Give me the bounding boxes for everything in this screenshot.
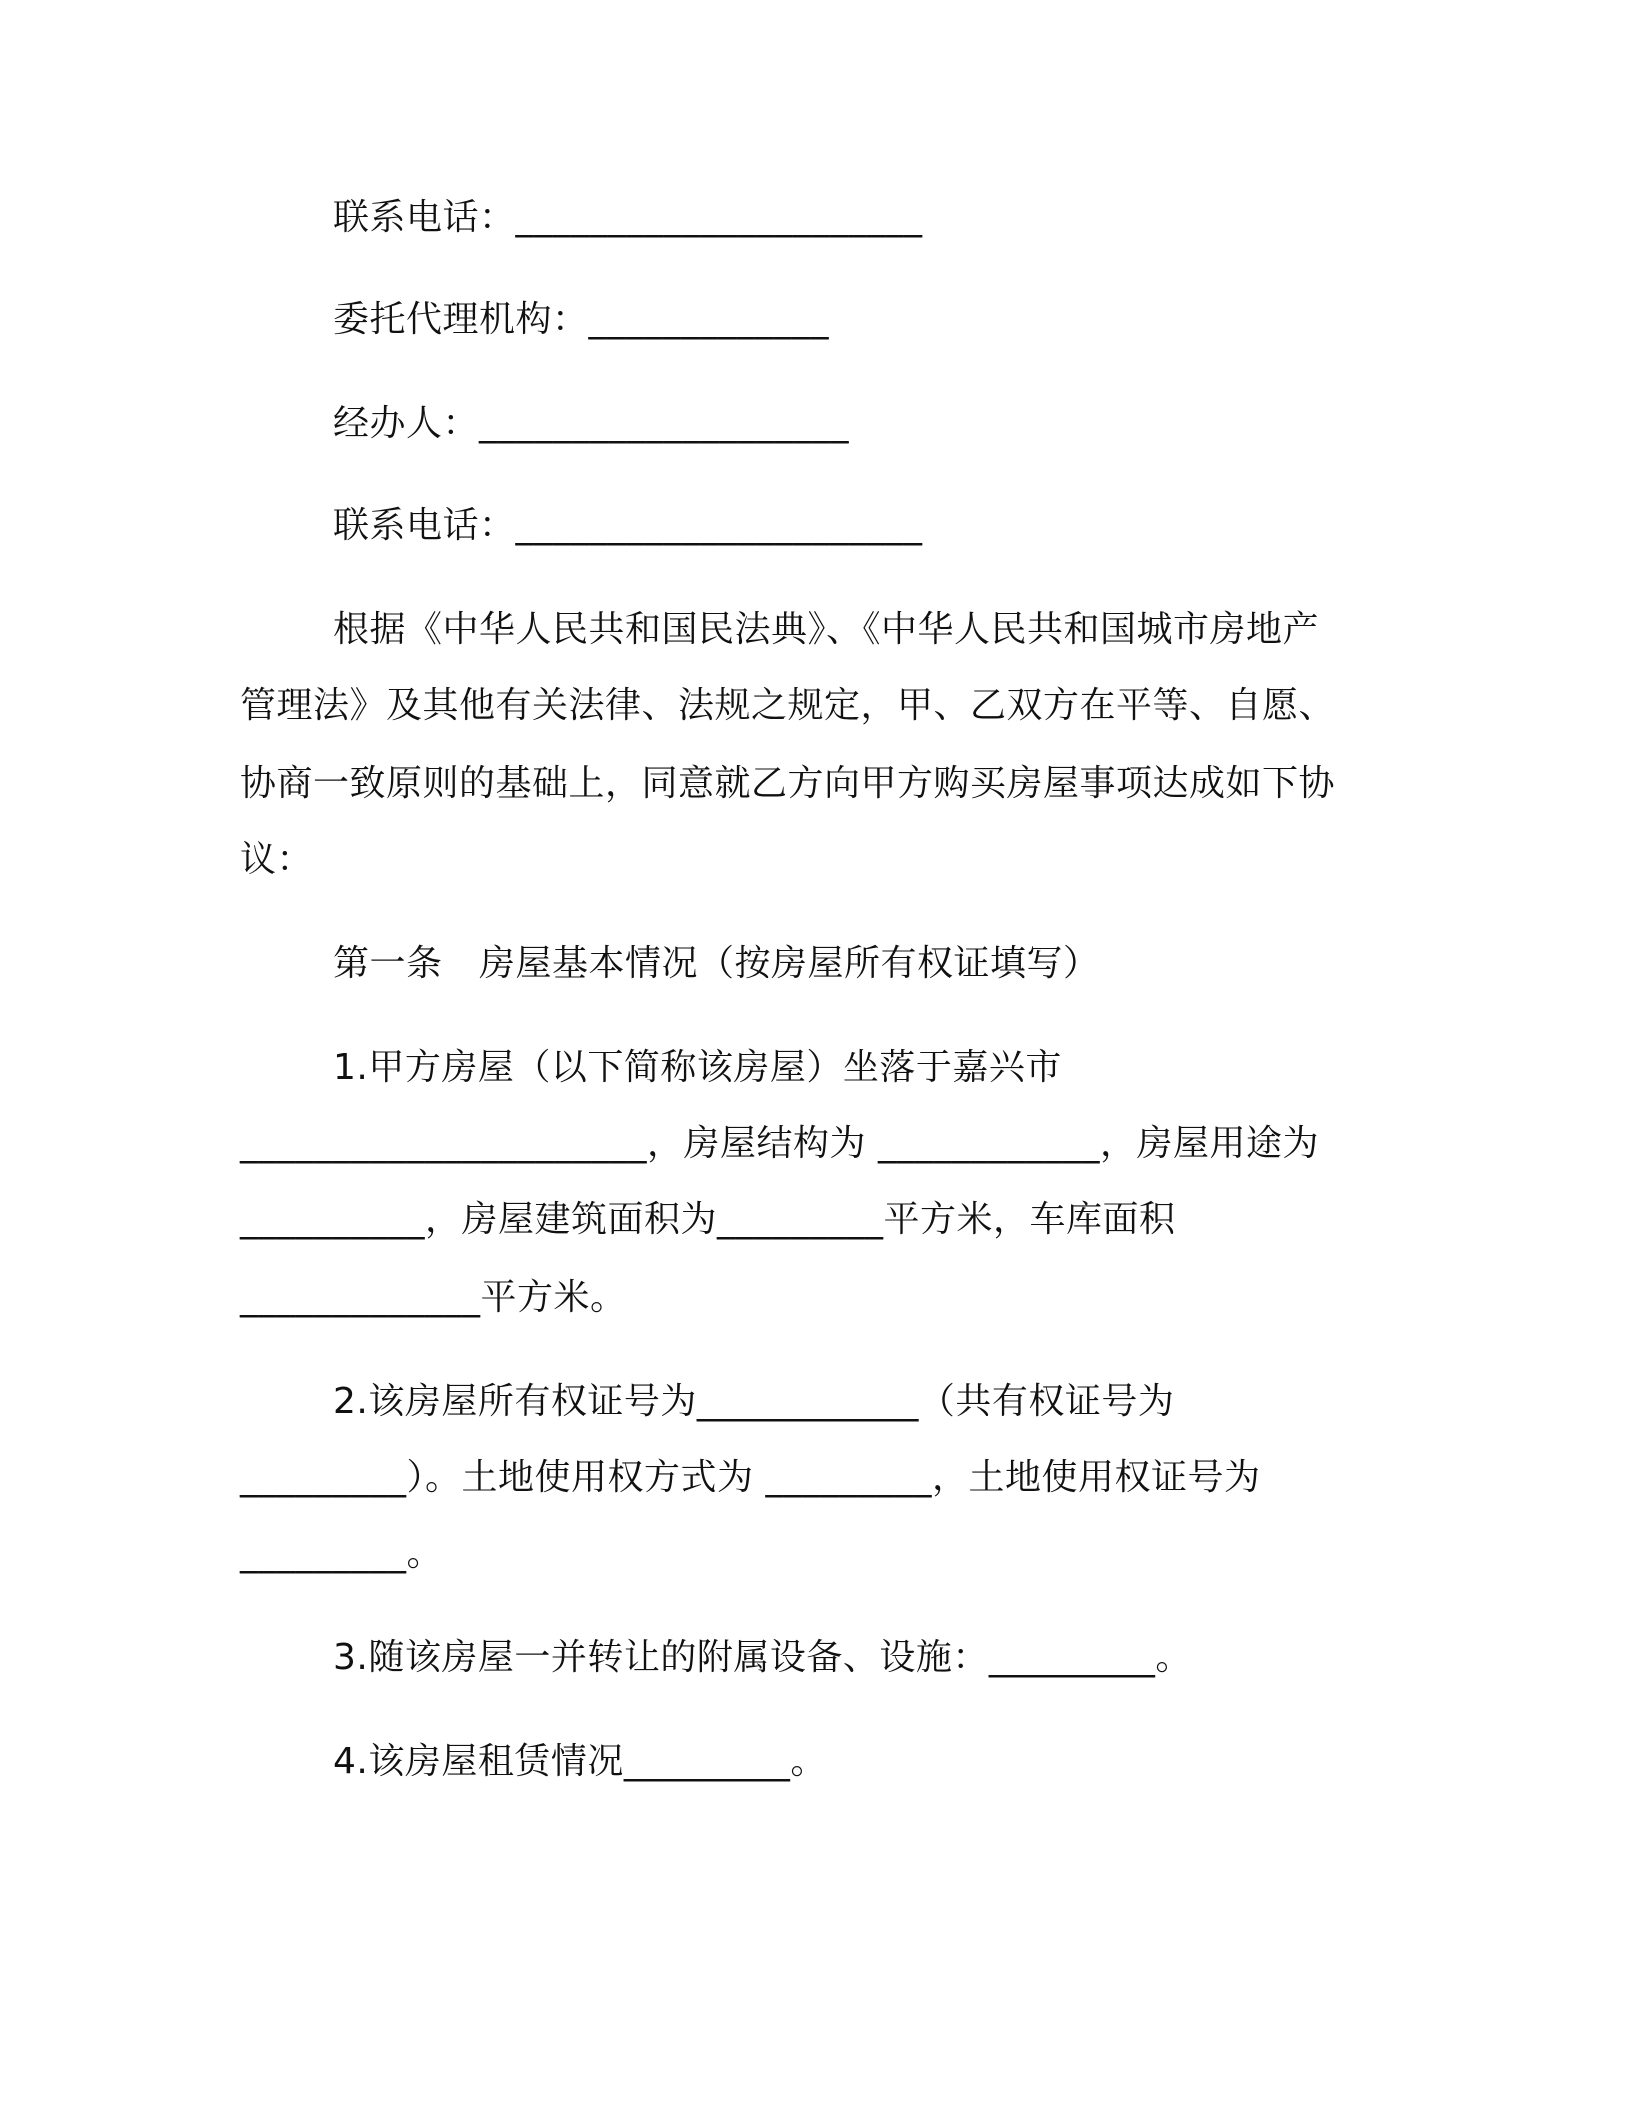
contact-phone-line: 联系电话：______________________	[333, 197, 923, 238]
item2-line: 2.该房屋所有权证号为____________（共有权证号为	[333, 1381, 1175, 1422]
item2-line: _________。	[240, 1533, 444, 1574]
contact-phone-line-2: 联系电话：______________________	[333, 505, 923, 546]
preamble-line: 议：	[240, 839, 314, 880]
preamble-line: 协商一致原则的基础上，同意就乙方向甲方购买房屋事项达成如下协	[240, 763, 1336, 804]
item2-line: _________）。土地使用权方式为 _________，土地使用权证号为	[240, 1457, 1261, 1498]
preamble-line: 管理法》及其他有关法律、法规之规定，甲、乙双方在平等、自愿、	[240, 685, 1336, 726]
agency-line: 委托代理机构：_____________	[333, 299, 830, 340]
article-heading: 第一条 房屋基本情况（按房屋所有权证填写）	[333, 943, 1100, 984]
item1-line: _____________平方米。	[240, 1277, 627, 1318]
item1-line: ______________________，房屋结构为 ____________，房屋用途为	[240, 1123, 1319, 1164]
item4-line: 4.该房屋租赁情况_________。	[333, 1741, 827, 1782]
item1-line: __________，房屋建筑面积为_________平方米，车库面积	[240, 1199, 1176, 1240]
handler-line: 经办人：____________________	[333, 403, 850, 444]
item3-line: 3.随该房屋一并转让的附属设备、设施：_________。	[333, 1637, 1192, 1678]
item1-line: 1.甲方房屋（以下简称该房屋）坐落于嘉兴市	[333, 1047, 1062, 1088]
preamble-line: 根据《中华人民共和国民法典》、《中华人民共和国城市房地产	[333, 609, 1320, 650]
